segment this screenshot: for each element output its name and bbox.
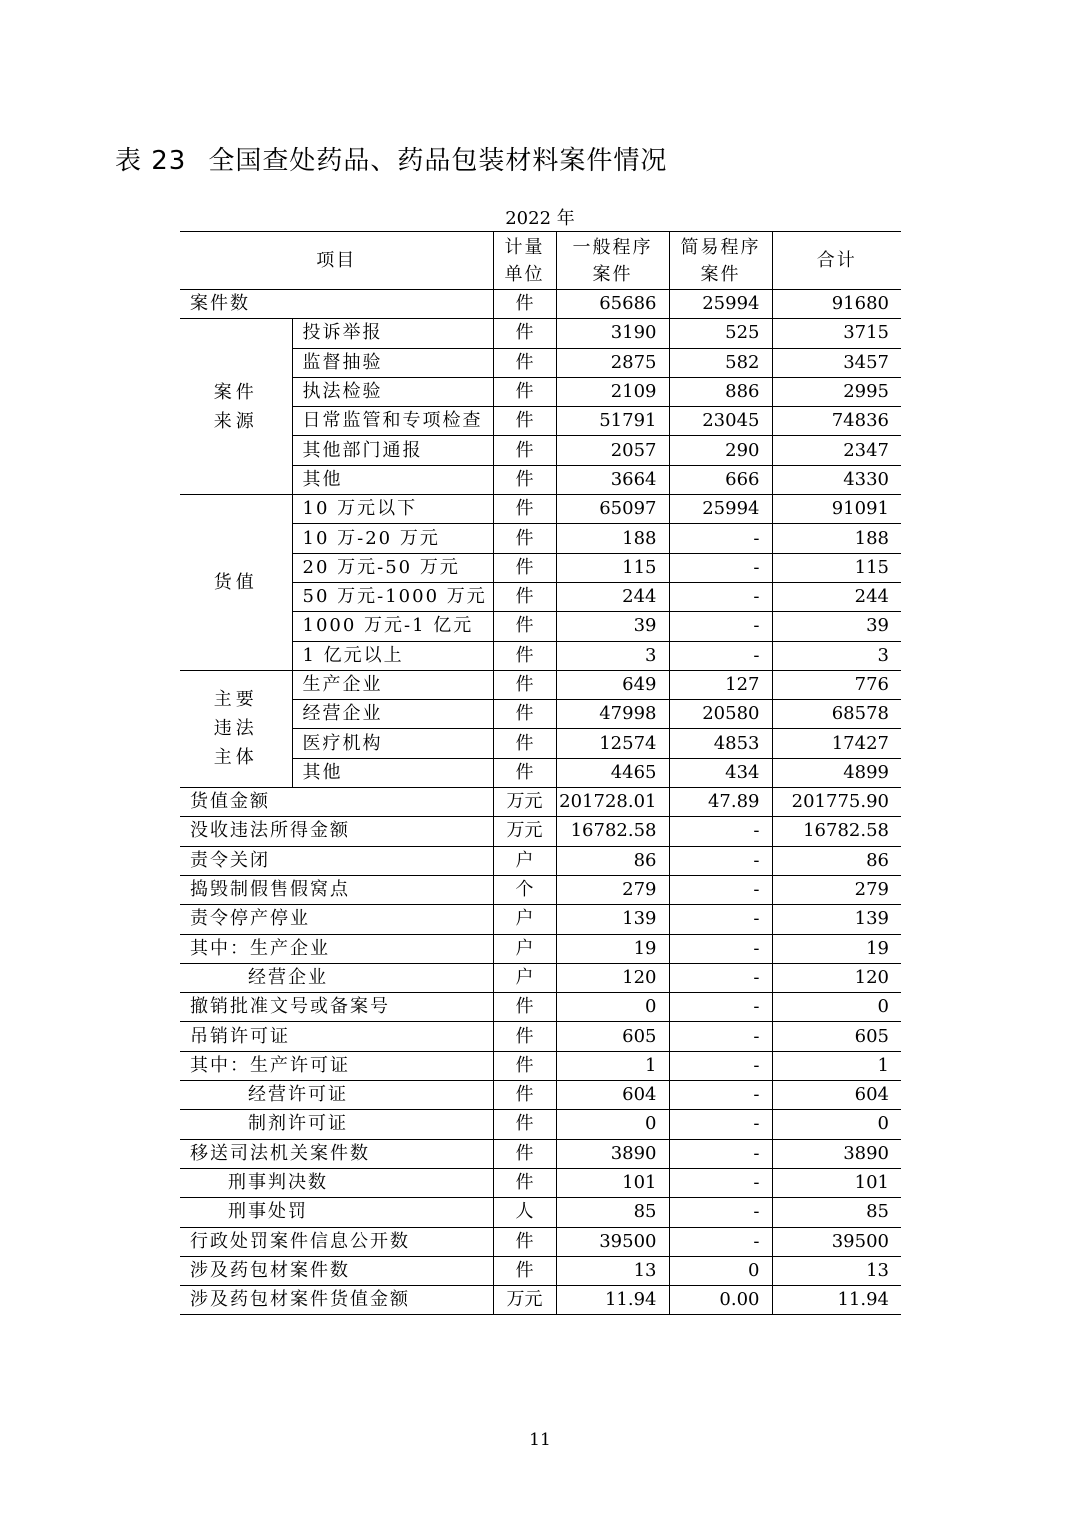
- table-row: [180, 1022, 901, 1051]
- row-total-value: 244: [772, 582, 901, 611]
- row-unit: 户: [493, 905, 556, 934]
- row-label: 监督抽验: [292, 348, 493, 377]
- row-general-value: 47998: [556, 700, 669, 729]
- row-simple-value: 25994: [669, 495, 772, 524]
- table-row: [180, 495, 901, 524]
- row-general-value: 244: [556, 582, 669, 611]
- row-simple-value: 127: [669, 670, 772, 699]
- row-total-value: 115: [772, 553, 901, 582]
- row-simple-value: -: [669, 963, 772, 992]
- row-general-value: 0: [556, 1110, 669, 1139]
- row-total-value: 17427: [772, 729, 901, 758]
- row-total-value: 39500: [772, 1227, 901, 1256]
- row-unit: 人: [493, 1198, 556, 1227]
- row-label: 1000 万元-1 亿元: [292, 612, 493, 641]
- row-general-value: 139: [556, 905, 669, 934]
- row-label: 20 万元-50 万元: [292, 553, 493, 582]
- row-general-value: 12574: [556, 729, 669, 758]
- table-row: [180, 934, 901, 963]
- table-row: [180, 817, 901, 846]
- table-title: [115, 140, 667, 177]
- row-unit: 万元: [493, 817, 556, 846]
- row-general-value: 11.94: [556, 1286, 669, 1315]
- row-unit: 件: [493, 1022, 556, 1051]
- table-row: [180, 905, 901, 934]
- table-number: 表 23: [115, 146, 187, 176]
- row-total-value: 3457: [772, 348, 901, 377]
- row-total-value: 3: [772, 641, 901, 670]
- row-simple-value: 666: [669, 465, 772, 494]
- row-total-value: 3890: [772, 1139, 901, 1168]
- row-label: 捣毁制假售假窝点: [180, 875, 493, 904]
- row-unit: 件: [493, 553, 556, 582]
- row-general-value: 2875: [556, 348, 669, 377]
- group-main-subject: 主要 违法 主体: [180, 670, 292, 787]
- row-label: 案件数: [180, 290, 493, 319]
- row-general-value: 39500: [556, 1227, 669, 1256]
- row-label: 其他部门通报: [292, 436, 493, 465]
- row-total-value: 13: [772, 1256, 901, 1285]
- row-total-value: 85: [772, 1198, 901, 1227]
- row-unit: 个: [493, 875, 556, 904]
- row-unit: 件: [493, 1051, 556, 1080]
- table-title-text: 全国查处药品、药品包装材料案件情况: [208, 146, 668, 176]
- row-simple-value: 4853: [669, 729, 772, 758]
- row-unit: 件: [493, 524, 556, 553]
- row-simple-value: 434: [669, 758, 772, 787]
- header-simple: 简易程序 案件: [669, 232, 772, 290]
- header-total: 合计: [772, 232, 901, 290]
- row-general-value: 65686: [556, 290, 669, 319]
- row-general-value: 605: [556, 1022, 669, 1051]
- row-simple-value: 290: [669, 436, 772, 465]
- table-row: [180, 1256, 901, 1285]
- row-simple-value: 886: [669, 377, 772, 406]
- row-simple-value: -: [669, 1139, 772, 1168]
- row-general-value: 279: [556, 875, 669, 904]
- row-general-value: 39: [556, 612, 669, 641]
- row-label: 货值金额: [180, 788, 493, 817]
- row-total-value: 776: [772, 670, 901, 699]
- row-simple-value: -: [669, 1227, 772, 1256]
- row-label: 没收违法所得金额: [180, 817, 493, 846]
- row-unit: 户: [493, 963, 556, 992]
- row-total-value: 74836: [772, 407, 901, 436]
- row-simple-value: 0: [669, 1256, 772, 1285]
- row-general-value: 1: [556, 1051, 669, 1080]
- row-simple-value: 23045: [669, 407, 772, 436]
- row-label: 医疗机构: [292, 729, 493, 758]
- year-caption: 2022 年: [505, 208, 575, 229]
- row-label: 其中：生产许可证: [180, 1051, 493, 1080]
- row-unit: 户: [493, 934, 556, 963]
- row-label: 涉及药包材案件数: [180, 1256, 493, 1285]
- row-simple-value: -: [669, 1022, 772, 1051]
- row-simple-value: -: [669, 553, 772, 582]
- row-general-value: 3664: [556, 465, 669, 494]
- row-unit: 件: [493, 1139, 556, 1168]
- table-row: [180, 1286, 901, 1315]
- row-total-value: 2347: [772, 436, 901, 465]
- row-total-value: 91091: [772, 495, 901, 524]
- row-label: 投诉举报: [292, 319, 493, 348]
- row-total-value: 39: [772, 612, 901, 641]
- row-total-value: 91680: [772, 290, 901, 319]
- row-simple-value: 47.89: [669, 788, 772, 817]
- row-total-value: 68578: [772, 700, 901, 729]
- table-row: [180, 1168, 901, 1197]
- row-total-value: 139: [772, 905, 901, 934]
- row-general-value: 19: [556, 934, 669, 963]
- row-simple-value: 25994: [669, 290, 772, 319]
- row-simple-value: -: [669, 905, 772, 934]
- table-row: [180, 875, 901, 904]
- row-label: 刑事判决数: [180, 1168, 493, 1197]
- group-goods-value: 货值: [180, 495, 292, 671]
- row-unit: 件: [493, 670, 556, 699]
- row-general-value: 2057: [556, 436, 669, 465]
- row-unit: 件: [493, 495, 556, 524]
- row-label: 执法检验: [292, 377, 493, 406]
- table-row: [180, 1198, 901, 1227]
- group-case-source: 案件 来源: [180, 319, 292, 495]
- row-simple-value: -: [669, 1051, 772, 1080]
- row-general-value: 101: [556, 1168, 669, 1197]
- row-unit: 件: [493, 1110, 556, 1139]
- row-total-value: 0: [772, 993, 901, 1022]
- row-unit: 户: [493, 846, 556, 875]
- row-simple-value: -: [669, 934, 772, 963]
- row-general-value: 649: [556, 670, 669, 699]
- row-total-value: 2995: [772, 377, 901, 406]
- header-general: 一般程序 案件: [556, 232, 669, 290]
- row-total-value: 1: [772, 1051, 901, 1080]
- row-simple-value: -: [669, 817, 772, 846]
- row-general-value: 3890: [556, 1139, 669, 1168]
- row-unit: 件: [493, 407, 556, 436]
- row-unit: 件: [493, 612, 556, 641]
- row-label: 行政处罚案件信息公开数: [180, 1227, 493, 1256]
- row-label: 经营许可证: [180, 1081, 493, 1110]
- row-unit: 件: [493, 1227, 556, 1256]
- table-row: [180, 1051, 901, 1080]
- row-general-value: 4465: [556, 758, 669, 787]
- row-simple-value: -: [669, 641, 772, 670]
- header-row: [180, 232, 901, 290]
- row-label: 经营企业: [292, 700, 493, 729]
- row-simple-value: -: [669, 524, 772, 553]
- row-total-value: 11.94: [772, 1286, 901, 1315]
- row-simple-value: -: [669, 875, 772, 904]
- row-unit: 件: [493, 319, 556, 348]
- row-label: 其中：生产企业: [180, 934, 493, 963]
- row-label: 1 亿元以上: [292, 641, 493, 670]
- table-row: [180, 963, 901, 992]
- table-row: [180, 993, 901, 1022]
- header-unit: 计量 单位: [493, 232, 556, 290]
- row-simple-value: 20580: [669, 700, 772, 729]
- row-simple-value: -: [669, 582, 772, 611]
- row-total-value: 19: [772, 934, 901, 963]
- row-simple-value: -: [669, 846, 772, 875]
- row-label: 日常监管和专项检查: [292, 407, 493, 436]
- page-number: 11: [529, 1430, 551, 1450]
- row-unit: 万元: [493, 1286, 556, 1315]
- row-unit: 万元: [493, 788, 556, 817]
- row-general-value: 65097: [556, 495, 669, 524]
- row-general-value: 188: [556, 524, 669, 553]
- row-general-value: 3190: [556, 319, 669, 348]
- row-general-value: 115: [556, 553, 669, 582]
- row-unit: 件: [493, 348, 556, 377]
- row-total-value: 605: [772, 1022, 901, 1051]
- table-row: [180, 1081, 901, 1110]
- table-row: [180, 1227, 901, 1256]
- row-simple-value: -: [669, 1198, 772, 1227]
- row-label: 涉及药包材案件货值金额: [180, 1286, 493, 1315]
- row-total-value: 120: [772, 963, 901, 992]
- table-row: [180, 1139, 901, 1168]
- row-total-value: 604: [772, 1081, 901, 1110]
- row-simple-value: -: [669, 612, 772, 641]
- row-unit: 件: [493, 993, 556, 1022]
- row-label: 10 万元以下: [292, 495, 493, 524]
- row-unit: 件: [493, 290, 556, 319]
- row-general-value: 3: [556, 641, 669, 670]
- row-label: 移送司法机关案件数: [180, 1139, 493, 1168]
- row-total-value: 4330: [772, 465, 901, 494]
- row-label: 吊销许可证: [180, 1022, 493, 1051]
- row-general-value: 2109: [556, 377, 669, 406]
- row-total-value: 188: [772, 524, 901, 553]
- row-unit: 件: [493, 729, 556, 758]
- row-general-value: 16782.58: [556, 817, 669, 846]
- row-label: 10 万-20 万元: [292, 524, 493, 553]
- row-label: 撤销批准文号或备案号: [180, 993, 493, 1022]
- row-unit: 件: [493, 758, 556, 787]
- row-simple-value: 525: [669, 319, 772, 348]
- table-row: [180, 290, 901, 319]
- row-unit: 件: [493, 641, 556, 670]
- row-unit: 件: [493, 1168, 556, 1197]
- row-total-value: 201775.90: [772, 788, 901, 817]
- row-label: 制剂许可证: [180, 1110, 493, 1139]
- row-general-value: 120: [556, 963, 669, 992]
- table-row: [180, 1110, 901, 1139]
- data-table: [180, 231, 901, 1315]
- row-unit: 件: [493, 377, 556, 406]
- row-label: 生产企业: [292, 670, 493, 699]
- row-unit: 件: [493, 436, 556, 465]
- row-simple-value: -: [669, 1168, 772, 1197]
- row-general-value: 85: [556, 1198, 669, 1227]
- row-simple-value: -: [669, 1081, 772, 1110]
- row-simple-value: -: [669, 993, 772, 1022]
- row-general-value: 51791: [556, 407, 669, 436]
- row-label: 50 万元-1000 万元: [292, 582, 493, 611]
- row-general-value: 13: [556, 1256, 669, 1285]
- row-simple-value: 0.00: [669, 1286, 772, 1315]
- row-label: 其他: [292, 465, 493, 494]
- table-row: [180, 670, 901, 699]
- row-label: 责令关闭: [180, 846, 493, 875]
- row-simple-value: -: [669, 1110, 772, 1139]
- row-total-value: 16782.58: [772, 817, 901, 846]
- row-label: 刑事处罚: [180, 1198, 493, 1227]
- row-label: 经营企业: [180, 963, 493, 992]
- row-total-value: 86: [772, 846, 901, 875]
- row-unit: 件: [493, 1256, 556, 1285]
- row-general-value: 0: [556, 993, 669, 1022]
- table-row: [180, 319, 901, 348]
- row-unit: 件: [493, 582, 556, 611]
- row-unit: 件: [493, 1081, 556, 1110]
- row-total-value: 0: [772, 1110, 901, 1139]
- row-general-value: 86: [556, 846, 669, 875]
- row-general-value: 604: [556, 1081, 669, 1110]
- row-total-value: 3715: [772, 319, 901, 348]
- table-row: [180, 846, 901, 875]
- row-unit: 件: [493, 465, 556, 494]
- row-label: 其他: [292, 758, 493, 787]
- table-row: [180, 788, 901, 817]
- row-total-value: 279: [772, 875, 901, 904]
- row-simple-value: 582: [669, 348, 772, 377]
- row-label: 责令停产停业: [180, 905, 493, 934]
- row-total-value: 101: [772, 1168, 901, 1197]
- row-unit: 件: [493, 700, 556, 729]
- header-item: 项目: [180, 232, 493, 290]
- row-total-value: 4899: [772, 758, 901, 787]
- row-general-value: 201728.01: [556, 788, 669, 817]
